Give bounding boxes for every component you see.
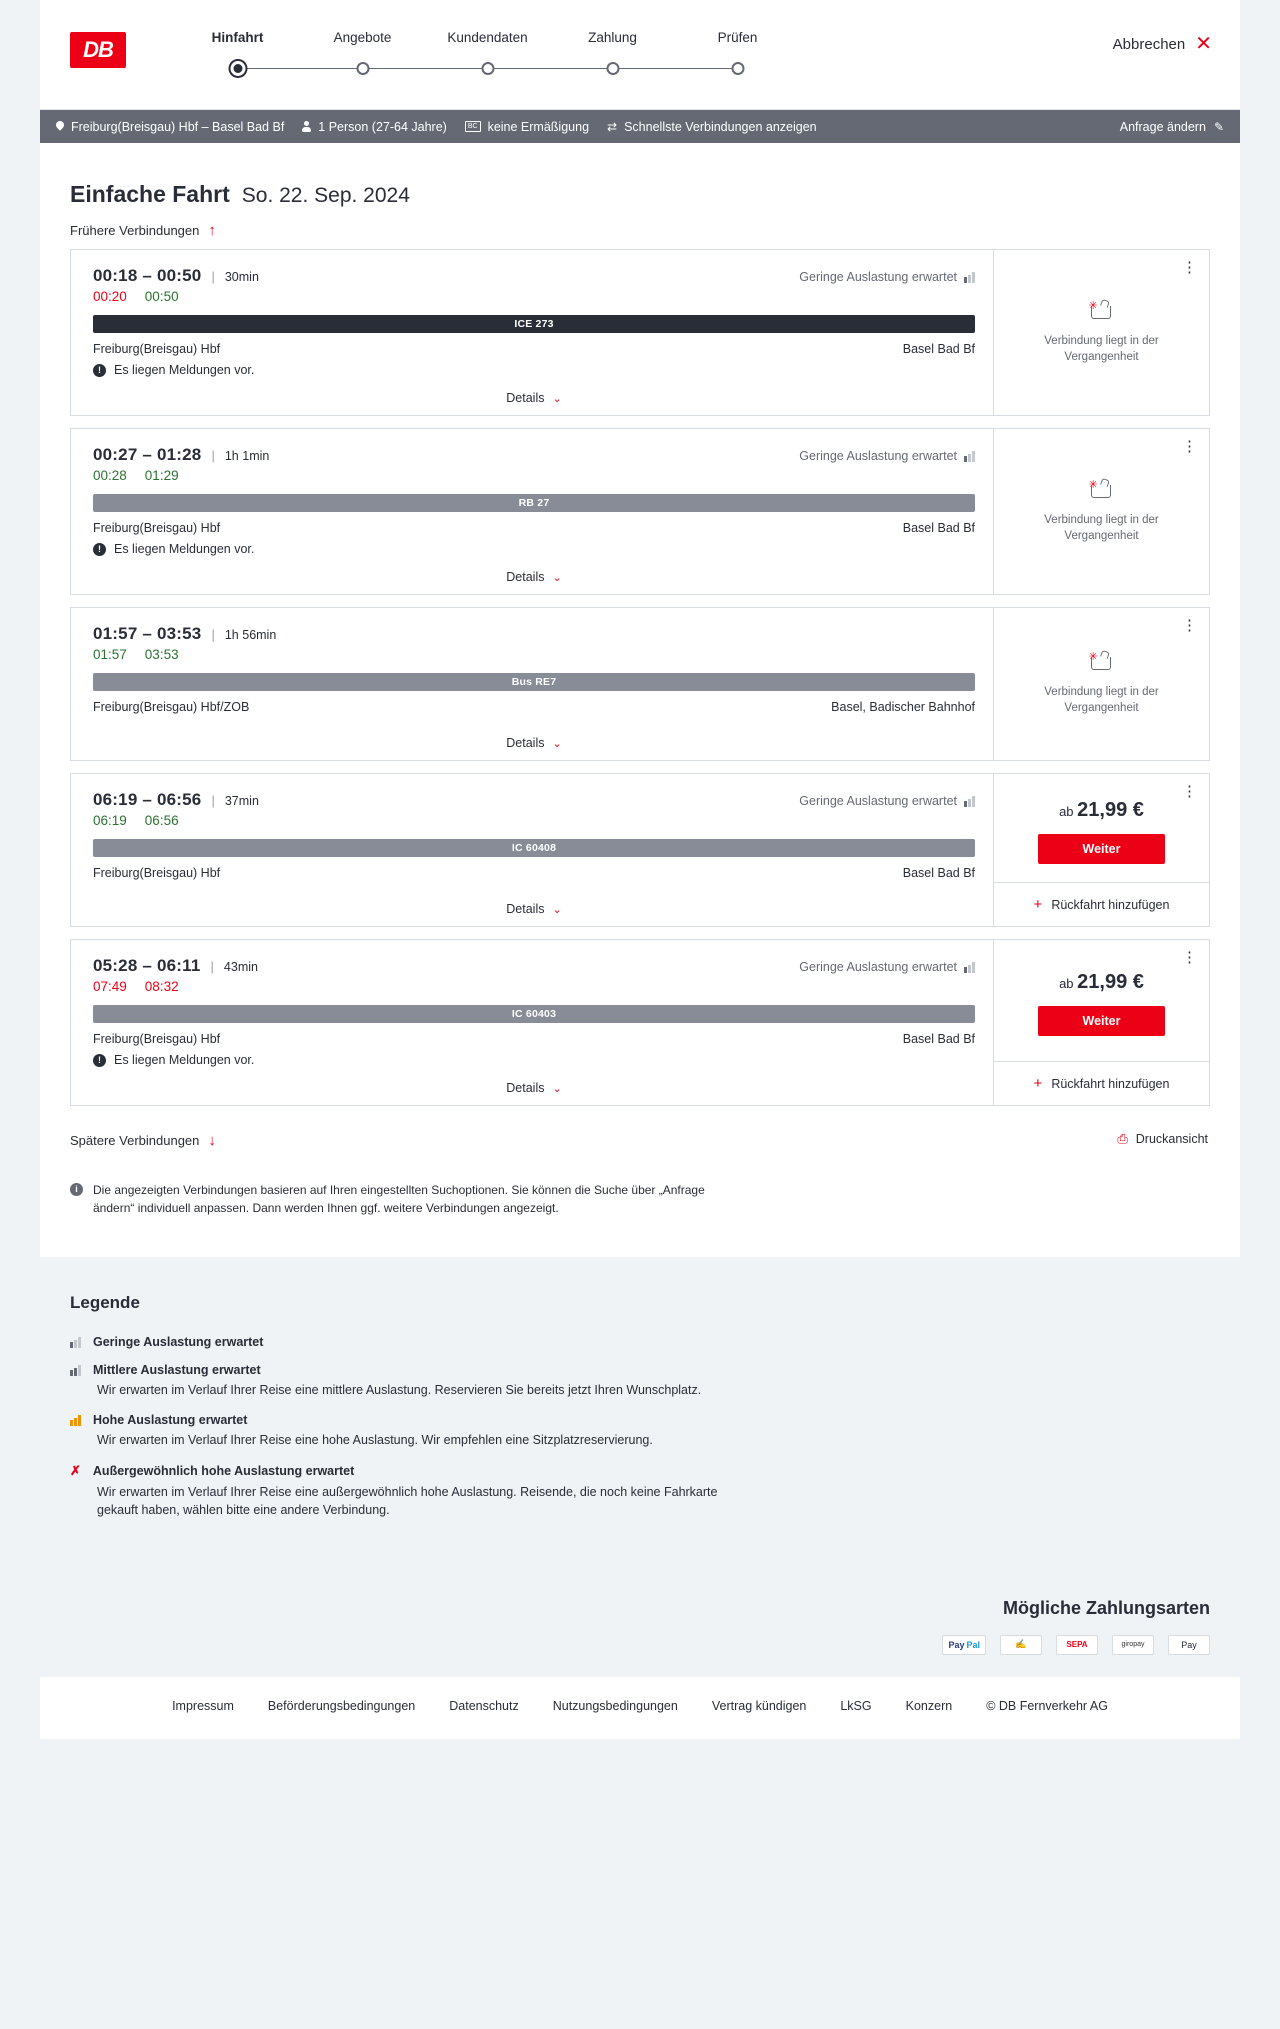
step-dot-icon xyxy=(481,62,494,75)
past-connection-text: Verbindung liegt in der Vergangenheit xyxy=(1044,513,1159,542)
step-label: Hinfahrt xyxy=(211,30,264,45)
past-connection-block xyxy=(994,429,1209,594)
search-info-text: Die angezeigten Verbindungen basieren auf Ihren eingestellten Suchoptionen. Sie können die Suche über „Anfrage ändern“ individuell anpassen. Dann werden Ihnen ggf. weitere Verbindungen angezeigt. xyxy=(93,1183,705,1215)
realtime-departure: 00:20 xyxy=(93,289,127,304)
connection-duration: 1h 1min xyxy=(224,449,270,463)
connection-card[interactable] xyxy=(70,939,1210,1106)
more-options-icon[interactable]: ⋮ xyxy=(1182,617,1197,634)
connection-time-range: 00:18 – 00:50 xyxy=(93,266,202,285)
cart-star-icon: ✳ xyxy=(1088,478,1098,491)
more-options-icon[interactable]: ⋮ xyxy=(1182,259,1197,276)
trip-date: So. 22. Sep. 2024 xyxy=(241,184,410,207)
realtime-row xyxy=(93,289,975,304)
later-connections-button[interactable] xyxy=(40,1118,246,1159)
trip-type-title: Einfache Fahrt xyxy=(70,181,230,207)
connection-time-row xyxy=(93,956,975,976)
footer-links xyxy=(40,1677,1240,1739)
realtime-arrival: 00:50 xyxy=(144,289,179,304)
legend-item-head xyxy=(70,1463,1210,1479)
price-block xyxy=(994,940,1209,1061)
chevron-down-icon: ⌄ xyxy=(552,1082,562,1095)
connection-time-row xyxy=(93,266,975,286)
direct-debit-icon: ✍ xyxy=(1000,1635,1042,1655)
utilization-info xyxy=(799,270,975,284)
details-label: Details xyxy=(506,570,545,584)
utilization-info xyxy=(799,794,975,808)
footer-link-befoerderungsbedingungen[interactable]: Beförderungsbedingungen xyxy=(267,1698,416,1713)
later-connections-label: Spätere Verbindungen xyxy=(70,1133,200,1148)
past-connection-block xyxy=(994,608,1209,760)
destination-station: Basel Bad Bf xyxy=(902,521,975,535)
legend-item-label: Mittlere Auslastung erwartet xyxy=(93,1363,261,1377)
legend-item-label: Geringe Auslastung erwartet xyxy=(93,1335,264,1349)
price-prefix: ab xyxy=(1059,976,1074,991)
past-connection-text: Verbindung liegt in der Vergangenheit xyxy=(1044,334,1159,363)
step-dot-icon xyxy=(731,62,744,75)
realtime-departure: 00:28 xyxy=(93,468,127,483)
summary-passengers[interactable] xyxy=(302,120,465,134)
station-row xyxy=(93,521,975,535)
more-options-icon[interactable]: ⋮ xyxy=(1182,949,1197,966)
utilization-label: Geringe Auslastung erwartet xyxy=(799,794,957,808)
add-return-label: Rückfahrt hinzufügen xyxy=(1051,897,1170,912)
utilization-info xyxy=(799,449,975,463)
main-content xyxy=(40,143,1240,1257)
origin-station: Freiburg(Breisgau) Hbf xyxy=(93,342,221,356)
step-angebote[interactable] xyxy=(300,30,425,86)
more-options-icon[interactable]: ⋮ xyxy=(1182,783,1197,800)
connection-time-range: 05:28 – 06:11 xyxy=(93,956,201,975)
realtime-arrival: 03:53 xyxy=(144,647,179,662)
summary-sort-label: Schnellste Verbindungen anzeigen xyxy=(624,119,817,134)
close-icon: ✕ xyxy=(1195,33,1212,55)
connection-time-range: 00:27 – 01:28 xyxy=(93,445,202,464)
legend-item-head xyxy=(70,1335,1210,1349)
chevron-down-icon: ⌄ xyxy=(552,392,562,405)
search-summary-bar xyxy=(40,110,1240,143)
details-toggle[interactable] xyxy=(93,570,975,584)
footer-link-vertrag-kuendigen[interactable]: Vertrag kündigen xyxy=(711,1698,807,1713)
cancel-button[interactable] xyxy=(1113,34,1212,54)
utilization-label: Geringe Auslastung erwartet xyxy=(799,960,957,974)
add-return-button[interactable] xyxy=(994,882,1209,926)
printer-icon: ⎙ xyxy=(1117,1130,1128,1146)
cancel-label: Abbrechen xyxy=(1112,35,1186,53)
realtime-row xyxy=(93,468,975,483)
search-info-note xyxy=(70,1181,710,1217)
legend-item xyxy=(70,1463,1210,1519)
utilization-low-icon xyxy=(70,1337,81,1348)
sepa-icon: SEPA xyxy=(1056,1635,1098,1655)
connection-card[interactable] xyxy=(70,249,1210,416)
legend-title: Legende xyxy=(70,1293,140,1312)
db-logo[interactable]: DB xyxy=(70,32,126,68)
add-return-label: Rückfahrt hinzufügen xyxy=(1051,1076,1170,1091)
origin-station: Freiburg(Breisgau) Hbf xyxy=(93,1032,221,1046)
footer-copyright: © DB Fernverkehr AG xyxy=(986,1698,1108,1713)
location-pin-icon xyxy=(56,121,64,132)
destination-station: Basel, Badischer Bahnhof xyxy=(831,700,975,714)
details-toggle[interactable] xyxy=(93,902,975,916)
payments-title: Mögliche Zahlungsarten xyxy=(1002,1597,1210,1618)
summary-sort[interactable] xyxy=(607,120,835,134)
legend-item-desc: Wir erwarten im Verlauf Ihrer Reise eine mittlere Auslastung. Reservieren Sie bereits jetzt Ihren Wunschplatz. xyxy=(97,1383,702,1397)
connection-details xyxy=(71,429,994,594)
chevron-down-icon: ⌄ xyxy=(552,737,562,750)
train-label: IC 60403 xyxy=(93,1005,975,1023)
utilization-bars-icon xyxy=(964,272,975,283)
footer-link-impressum[interactable]: Impressum xyxy=(172,1698,234,1713)
summary-route[interactable] xyxy=(56,120,302,134)
step-label: Kundendaten xyxy=(447,30,528,45)
pencil-icon: ✎ xyxy=(1213,119,1224,134)
train-label: ICE 273 xyxy=(93,315,975,333)
connection-duration: 37min xyxy=(224,794,259,808)
connection-details xyxy=(71,608,994,760)
arrow-up-icon: ↑ xyxy=(208,222,216,239)
page-header xyxy=(40,0,1240,110)
station-row xyxy=(93,700,975,714)
chevron-down-icon: ⌄ xyxy=(552,571,562,584)
legend-item-desc: Wir erwarten im Verlauf Ihrer Reise eine hohe Auslastung. Wir empfehlen eine Sitzplatzreservierung. xyxy=(97,1433,653,1448)
later-row xyxy=(40,1118,1240,1159)
cart-icon xyxy=(1089,479,1115,501)
print-view-button[interactable] xyxy=(1117,1131,1208,1147)
add-return-button[interactable] xyxy=(994,1061,1209,1105)
realtime-departure: 01:57 xyxy=(93,647,127,662)
details-label: Details xyxy=(506,736,545,750)
price-value: 21,99 € xyxy=(1077,971,1144,993)
summary-route-label: Freiburg(Breisgau) Hbf – Basel Bad Bf xyxy=(71,119,285,134)
price-prefix: ab xyxy=(1059,803,1074,819)
payment-icons-row xyxy=(70,1635,1210,1655)
step-dot-icon xyxy=(606,62,619,75)
realtime-row xyxy=(93,647,975,662)
origin-station: Freiburg(Breisgau) Hbf/ZOB xyxy=(93,700,250,714)
utilization-bars-icon xyxy=(964,962,975,973)
connection-duration: 30min xyxy=(224,270,259,284)
plus-icon: + xyxy=(1033,896,1043,913)
utilization-info xyxy=(799,960,975,974)
step-pruefen[interactable] xyxy=(675,30,800,86)
past-connection-block xyxy=(994,250,1209,415)
step-kundendaten[interactable] xyxy=(425,30,550,86)
edit-request-button[interactable] xyxy=(1120,120,1224,134)
progress-steps xyxy=(175,30,800,86)
destination-station: Basel Bad Bf xyxy=(902,342,975,356)
connection-card[interactable] xyxy=(70,428,1210,595)
utilization-very-high-icon: ✗ xyxy=(70,1463,81,1479)
details-toggle[interactable] xyxy=(93,736,975,750)
station-row xyxy=(93,342,975,356)
connection-details xyxy=(71,250,994,415)
details-toggle[interactable] xyxy=(93,1081,975,1095)
past-connection-text: Verbindung liegt in der Vergangenheit xyxy=(1044,686,1159,714)
footer-payments xyxy=(40,1574,1240,1677)
station-row xyxy=(93,866,975,880)
paypal-icon: Pay Pal xyxy=(942,1635,986,1655)
connection-message-label: Es liegen Meldungen vor. xyxy=(114,542,255,556)
legend-item-label: Hohe Auslastung erwartet xyxy=(93,1413,248,1428)
realtime-row xyxy=(93,979,975,994)
step-dot-icon xyxy=(233,64,242,73)
realtime-row xyxy=(93,813,975,828)
bahncard-icon: BC xyxy=(465,121,481,132)
cart-star-icon: ✳ xyxy=(1088,651,1098,664)
realtime-arrival: 06:56 xyxy=(144,813,179,828)
connection-message[interactable] xyxy=(93,542,975,556)
utilization-label: Geringe Auslastung erwartet xyxy=(799,449,957,463)
connection-message-label: Es liegen Meldungen vor. xyxy=(114,363,255,377)
info-icon: i xyxy=(70,1183,83,1196)
step-zahlung[interactable] xyxy=(550,30,675,86)
plus-icon: + xyxy=(1033,1075,1043,1092)
legend-item xyxy=(70,1363,1210,1399)
time-separator: | xyxy=(211,269,215,284)
utilization-bars-icon xyxy=(964,796,975,807)
earlier-connections-button[interactable] xyxy=(40,208,1240,249)
realtime-arrival: 01:29 xyxy=(144,468,179,483)
connection-time-row xyxy=(93,624,975,644)
connection-action-panel xyxy=(994,429,1209,594)
connection-action-panel xyxy=(994,940,1209,1105)
price-row xyxy=(1059,799,1144,822)
connection-duration: 1h 56min xyxy=(224,628,277,642)
connection-message[interactable] xyxy=(93,1053,975,1067)
details-toggle[interactable] xyxy=(93,391,975,405)
giropay-icon: giropay xyxy=(1112,1635,1154,1655)
utilization-bars-icon xyxy=(964,451,975,462)
cart-basket xyxy=(1091,485,1111,498)
step-label: Angebote xyxy=(333,30,392,45)
exclamation-icon: ! xyxy=(93,1054,106,1067)
connection-action-panel xyxy=(994,250,1209,415)
legend-item-label: Außergewöhnlich hohe Auslastung erwartet xyxy=(92,1464,355,1479)
cart-basket xyxy=(1091,657,1111,670)
exclamation-icon: ! xyxy=(93,364,106,377)
print-view-label: Druckansicht xyxy=(1135,1131,1208,1146)
connection-card[interactable] xyxy=(70,607,1210,761)
connection-action-panel xyxy=(994,608,1209,760)
destination-station: Basel Bad Bf xyxy=(902,866,975,880)
connection-time-range: 01:57 – 03:53 xyxy=(93,624,202,643)
price-block xyxy=(994,774,1209,882)
connection-details xyxy=(71,774,994,926)
connection-time-row xyxy=(93,445,975,465)
summary-discount[interactable] xyxy=(465,120,607,134)
step-dot-icon xyxy=(356,62,369,75)
details-label: Details xyxy=(506,902,545,916)
connection-duration: 43min xyxy=(223,960,258,974)
train-label: RB 27 xyxy=(93,494,975,512)
cart-icon xyxy=(1089,300,1115,322)
edit-request-label: Anfrage ändern xyxy=(1119,119,1206,134)
page-title xyxy=(40,143,1240,208)
time-separator: | xyxy=(211,793,215,808)
footer-link-datenschutz[interactable]: Datenschutz xyxy=(449,1698,519,1713)
train-label: Bus RE7 xyxy=(93,673,975,691)
connection-action-panel xyxy=(994,774,1209,926)
legend-item xyxy=(70,1335,1210,1349)
legend-item-head xyxy=(70,1363,1210,1377)
destination-station: Basel Bad Bf xyxy=(902,1032,975,1046)
connection-message[interactable] xyxy=(93,363,975,377)
connection-message-label: Es liegen Meldungen vor. xyxy=(114,1053,255,1067)
cart-icon xyxy=(1089,651,1115,673)
continue-button[interactable]: Weiter xyxy=(1038,1006,1165,1036)
exclamation-icon: ! xyxy=(93,543,106,556)
more-options-icon[interactable]: ⋮ xyxy=(1182,438,1197,455)
cart-basket xyxy=(1091,306,1111,319)
arrow-down-icon: ↓ xyxy=(208,1132,216,1149)
legend-item xyxy=(70,1413,1210,1449)
details-label: Details xyxy=(506,391,545,405)
continue-button[interactable]: Weiter xyxy=(1038,834,1165,864)
cart-star-icon: ✳ xyxy=(1088,299,1098,312)
origin-station: Freiburg(Breisgau) Hbf xyxy=(93,866,221,880)
time-separator: | xyxy=(210,959,214,974)
step-label: Prüfen xyxy=(717,30,758,45)
chevron-down-icon: ⌄ xyxy=(552,903,562,916)
utilization-label: Geringe Auslastung erwartet xyxy=(799,270,957,284)
step-label: Zahlung xyxy=(588,30,637,45)
time-separator: | xyxy=(211,448,215,463)
price-value: 21,99 € xyxy=(1077,798,1144,821)
connection-time-range: 06:19 – 06:56 xyxy=(93,790,202,809)
footer-link-konzern[interactable]: Konzern xyxy=(905,1698,953,1713)
apple-pay-icon: Pay xyxy=(1168,1635,1210,1655)
time-separator: | xyxy=(211,627,215,642)
connection-details xyxy=(71,940,994,1105)
realtime-departure: 07:49 xyxy=(93,979,127,994)
connection-card[interactable] xyxy=(70,773,1210,927)
summary-discount-label: keine Ermäßigung xyxy=(487,119,590,134)
earlier-connections-label: Frühere Verbindungen xyxy=(70,223,200,238)
footer-link-lksg[interactable]: LkSG xyxy=(840,1698,872,1713)
footer-link-nutzungsbedingungen[interactable]: Nutzungsbedingungen xyxy=(552,1698,678,1713)
origin-station: Freiburg(Breisgau) Hbf xyxy=(93,521,221,535)
legend-item-head xyxy=(70,1413,1210,1427)
price-row xyxy=(1059,971,1144,994)
realtime-arrival: 08:32 xyxy=(144,979,179,994)
person-icon xyxy=(302,121,311,132)
legend-item-desc: Wir erwarten im Verlauf Ihrer Reise eine außergewöhnlich hohe Auslastung. Reisende, die noch keine Fahrkarte gekauft haben, wählen bitte eine andere Verbindung. xyxy=(97,1485,718,1518)
realtime-departure: 06:19 xyxy=(93,813,127,828)
utilization-medium-icon xyxy=(70,1365,81,1376)
summary-passengers-label: 1 Person (27-64 Jahre) xyxy=(318,119,447,134)
details-label: Details xyxy=(506,1081,545,1095)
station-row xyxy=(93,1032,975,1046)
connection-time-row xyxy=(93,790,975,810)
step-hinfahrt[interactable] xyxy=(175,30,300,86)
legend-section xyxy=(40,1257,1240,1574)
utilization-high-icon xyxy=(70,1415,81,1426)
swap-arrows-icon: ⇄ xyxy=(607,119,618,134)
train-label: IC 60408 xyxy=(93,839,975,857)
